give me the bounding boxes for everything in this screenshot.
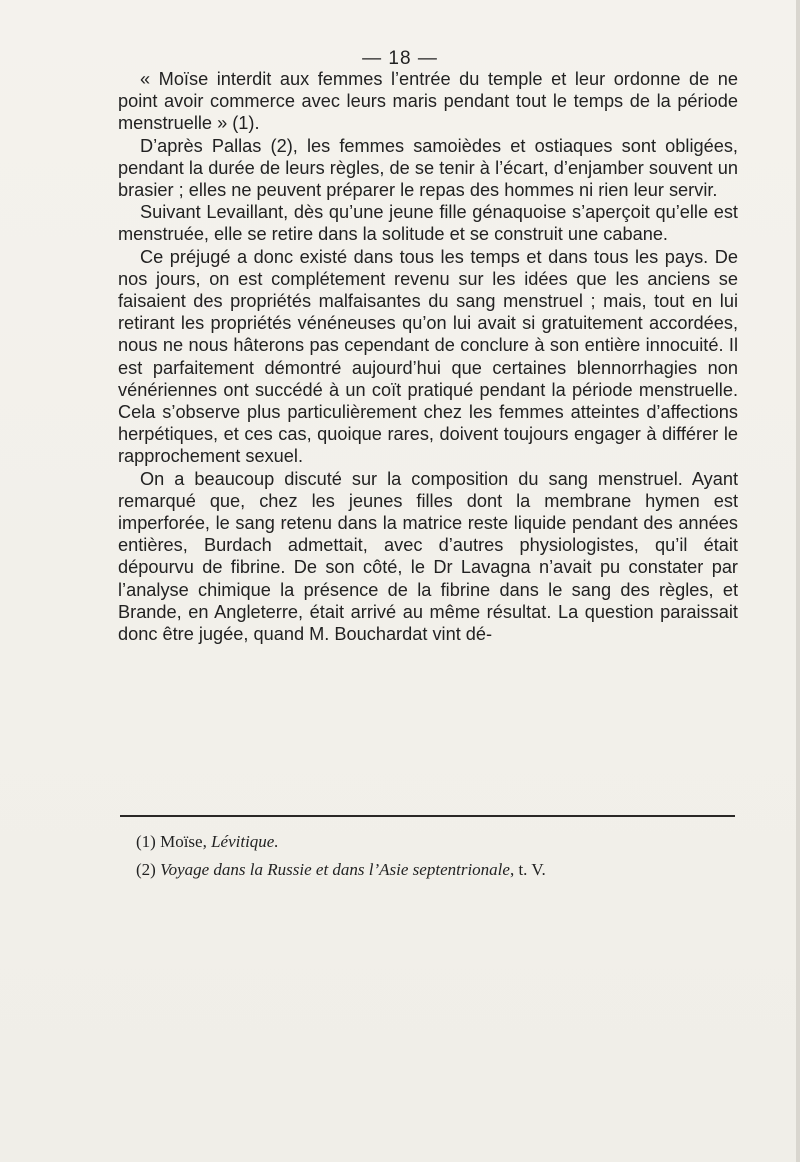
paragraph-pallas: D’après Pallas (2), les femmes samoièdes et ostiaques sont obligées, pendant la durée de leurs règles, de se tenir à l’écart, d’enjamber souvent un brasier ; elles ne peuvent préparer le repas des hommes ni rien leur servir. [118, 135, 738, 201]
footnote-title: Voyage dans la Russie et dans l’Asie septentrionale [160, 860, 510, 879]
footnote-2 [136, 856, 736, 884]
footnote-marker: (2) [136, 860, 156, 879]
page-number: — 18 — [362, 48, 438, 69]
footnote-text: Moïse, [160, 832, 207, 851]
body-text [118, 68, 738, 645]
footnote-1 [136, 828, 736, 856]
footnote-text: , t. V. [509, 860, 546, 879]
paragraph-levaillant: Suivant Levaillant, dès qu’une jeune fille génaquoise s’aperçoit qu’elle est menstruée, elle se retire dans la solitude et se construit une cabane. [118, 202, 738, 245]
footnotes [136, 828, 736, 884]
footnote-marker: (1) [136, 832, 156, 851]
page-edge-shadow [796, 0, 800, 1162]
paragraph-moses: « Moïse interdit aux femmes l’entrée du temple et leur ordonne de ne point avoir commerce avec leurs maris pendant tout le temps de la période menstruelle » (1). [118, 69, 738, 134]
footnote-title: Lévitique. [211, 832, 279, 851]
paragraph-composition: On a beaucoup discuté sur la composition du sang menstruel. Ayant remarqué que, chez les jeunes filles dont la membrane hymen est imperforée, le sang retenu dans la matrice reste liquide pendant des années entières, Burdach admettait, avec d’autres physiologistes, qu’il était dépourvu de fibrine. De son côté, le Dr Lavagna n’avait pu constater par l’analyse chimique la présence de la fibrine dans le sang des règles, et Brande, en Angleterre, était arrivé au même résultat. La question paraissait donc être jugée, quand M. Bouchardat vint dé- [118, 468, 738, 645]
paragraph-prejudice: Ce préjugé a donc existé dans tous les temps et dans tous les pays. De nos jours, on est complétement revenu sur les idées que les anciens se faisaient des propriétés malfaisantes du sang menstruel ; mais, tout en lui retirant les propriétés vénéneuses qu’on lui avait si gratuitement accordées, nous ne nous hâterons pas cependant de conclure à son entière innocuité. Il est parfaitement démontré aujourd’hui que certaines blennorrhagies non vénériennes ont succédé à un coït pratiqué pendant la période menstruelle. Cela s’observe plus particulièrement chez les femmes atteintes d’affections herpétiques, et ces cas, quoique rares, doivent toujours engager à différer le rapprochement sexuel. [118, 246, 738, 467]
footnote-divider [120, 815, 735, 817]
